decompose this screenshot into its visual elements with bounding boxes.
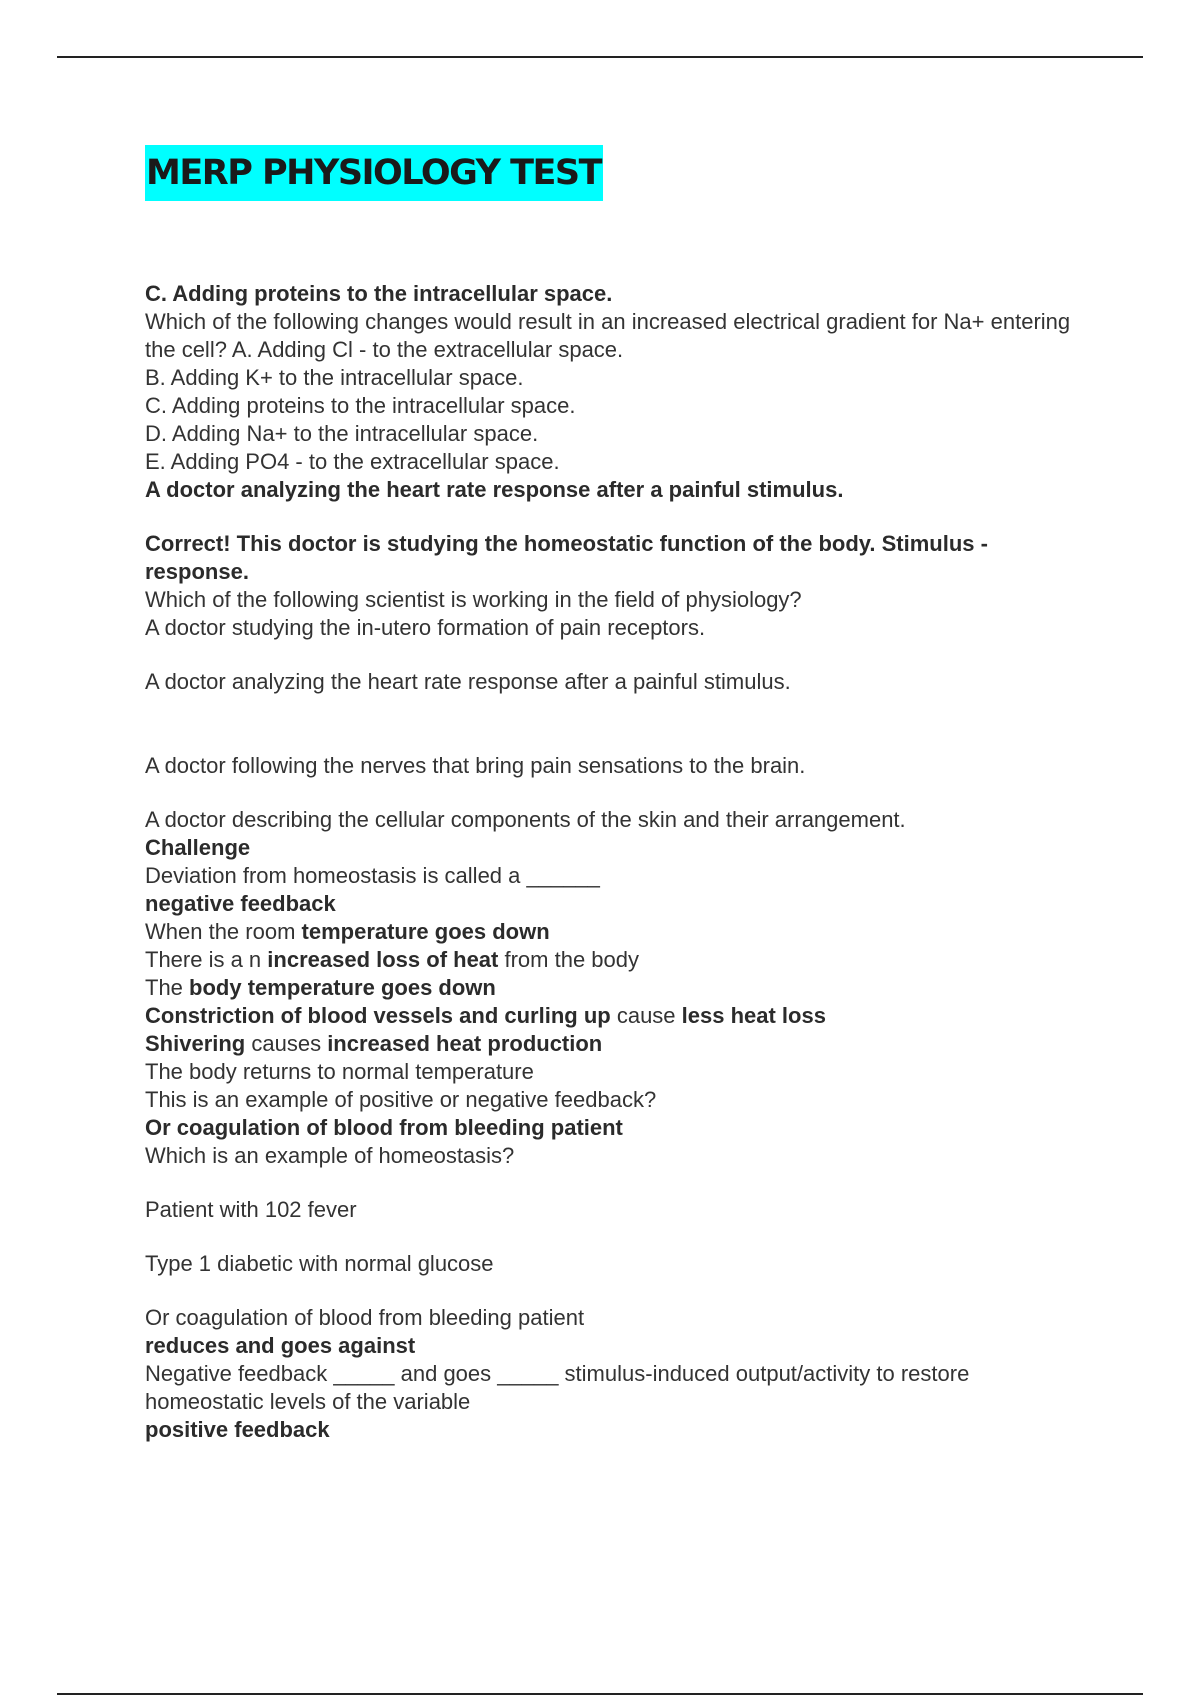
title-block xyxy=(145,145,603,201)
text-span: causes xyxy=(245,1031,328,1056)
text-span: The xyxy=(145,975,190,1000)
option-line: Patient with 102 fever xyxy=(145,1197,357,1222)
option-b: B. Adding K+ to the intracellular space. xyxy=(145,365,524,390)
question-line: Which is an example of homeostasis? xyxy=(145,1143,515,1168)
answer-line: reduces and goes against xyxy=(145,1333,416,1358)
text-line xyxy=(145,1002,1085,1030)
text-line xyxy=(145,1030,1085,1058)
spacer xyxy=(145,642,1085,668)
option-line: A doctor following the nerves that bring pain sensations to the brain. xyxy=(145,753,806,778)
spacer xyxy=(145,1170,1085,1196)
spacer xyxy=(145,696,1085,752)
question-line: Which of the following scientist is working in the field of physiology? xyxy=(145,587,802,612)
text-line xyxy=(145,946,1085,974)
answer-line: C. Adding proteins to the intracellular space. xyxy=(145,281,613,306)
spacer xyxy=(145,1224,1085,1250)
text-span: When the room xyxy=(145,919,302,944)
question-line: Negative feedback _____ and goes _____ stimulus-induced output/activity to restore homeostatic levels of the variable xyxy=(145,1361,970,1414)
answer-line: negative feedback xyxy=(145,891,336,916)
option-e: E. Adding PO4 - to the extracellular space. xyxy=(145,449,560,474)
option-d: D. Adding Na+ to the intracellular space. xyxy=(145,421,539,446)
page-title: MERP PHYSIOLOGY TEST xyxy=(145,145,603,201)
document-body xyxy=(145,280,1085,1444)
text-line xyxy=(145,974,1085,1002)
bold-span: less heat loss xyxy=(681,1003,826,1028)
text-span: from the body xyxy=(498,947,640,972)
answer-line: A doctor analyzing the heart rate response after a painful stimulus. xyxy=(145,477,844,502)
bold-span: Constriction of blood vessels and curling up xyxy=(145,1003,611,1028)
spacer xyxy=(145,1278,1085,1304)
spacer xyxy=(145,504,1085,530)
option-line: A doctor analyzing the heart rate response after a painful stimulus. xyxy=(145,669,791,694)
bold-span: increased heat production xyxy=(327,1031,603,1056)
spacer xyxy=(145,780,1085,806)
text-span: cause xyxy=(610,1003,682,1028)
text-span: There is a n xyxy=(145,947,268,972)
feedback-line: Correct! This doctor is studying the homeostatic function of the body. Stimulus - response. xyxy=(145,531,988,584)
text-line xyxy=(145,918,1085,946)
bold-span: increased loss of heat xyxy=(267,947,499,972)
option-line: Type 1 diabetic with normal glucose xyxy=(145,1251,494,1276)
question-line: Which of the following changes would result in an increased electrical gradient for Na+ entering the cell? A. Adding Cl - to the extracellular space. xyxy=(145,309,1071,362)
option-c: C. Adding proteins to the intracellular space. xyxy=(145,393,576,418)
option-line: Or coagulation of blood from bleeding patient xyxy=(145,1305,585,1330)
bottom-rule xyxy=(57,1693,1143,1695)
question-line: Deviation from homeostasis is called a ______ xyxy=(145,863,600,888)
top-rule xyxy=(57,56,1143,58)
bold-span: Shivering xyxy=(145,1031,246,1056)
option-line: A doctor describing the cellular components of the skin and their arrangement. xyxy=(145,807,906,832)
answer-line: Or coagulation of blood from bleeding patient xyxy=(145,1115,623,1140)
option-line: A doctor studying the in-utero formation of pain receptors. xyxy=(145,615,706,640)
bold-span: temperature goes down xyxy=(301,919,550,944)
section-heading: Challenge xyxy=(145,835,251,860)
answer-line: positive feedback xyxy=(145,1417,330,1442)
text-line: The body returns to normal temperature xyxy=(145,1059,534,1084)
question-line: This is an example of positive or negative feedback? xyxy=(145,1087,657,1112)
bold-span: body temperature goes down xyxy=(189,975,496,1000)
